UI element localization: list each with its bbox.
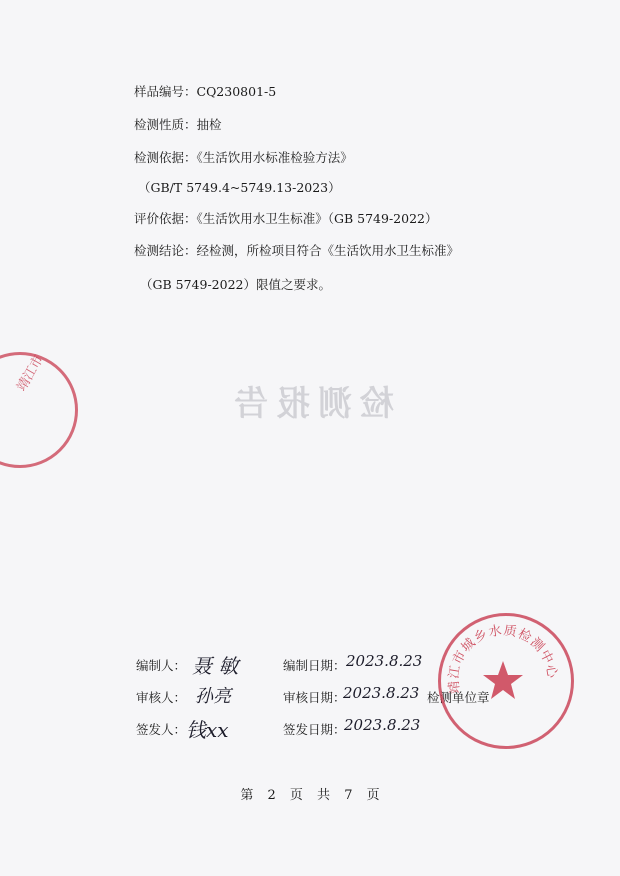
review-date: 2023.8.23 [343,684,420,702]
issue-date-label: 签发日期： [283,722,346,737]
compiler-label: 编制人： [136,658,187,673]
inspection-conclusion: 检测结论：经检测，所检项目符合《生活饮用水卫生标准》 [134,243,460,258]
inspection-center-seal [438,613,574,749]
unit-seal-label: 检测单位章 [427,690,490,705]
issue-date: 2023.8.23 [344,716,421,734]
star-icon [483,661,523,699]
inspection-basis: 检测依据：《生活饮用水标准检验方法》 [134,150,353,165]
sample-number: 样品编号：CQ230801-5 [134,84,277,99]
compile-date: 2023.8.23 [346,652,423,670]
evaluation-basis: 评价依据：《生活饮用水卫生标准》（GB 5749-2022） [134,211,438,226]
inspection-nature: 检测性质：抽检 [134,117,222,132]
inspection-conclusion-continued: （GB 5749-2022）限值之要求。 [140,277,331,292]
issuer-label: 签发人： [136,722,187,737]
compile-date-label: 编制日期： [283,658,346,673]
bleed-through-title: 检测报告 [226,384,394,424]
page-footer: 第 2 页 共 7 页 [240,788,380,803]
reviewer-signature: 孙亮 [195,686,231,707]
inspection-basis-standard: （GB/T 5749.4~5749.13-2023） [138,180,341,195]
seal-arc-text: 靖江市城乡水质检测中心 [446,623,560,695]
reviewer-label: 审核人： [136,690,187,705]
issuer-signature: 钱xx [186,718,229,742]
compiler-signature: 聂 敏 [192,654,239,678]
left-official-seal [0,352,78,468]
review-date-label: 审核日期： [283,690,346,705]
left-seal-text: 靖江市 [14,352,47,394]
